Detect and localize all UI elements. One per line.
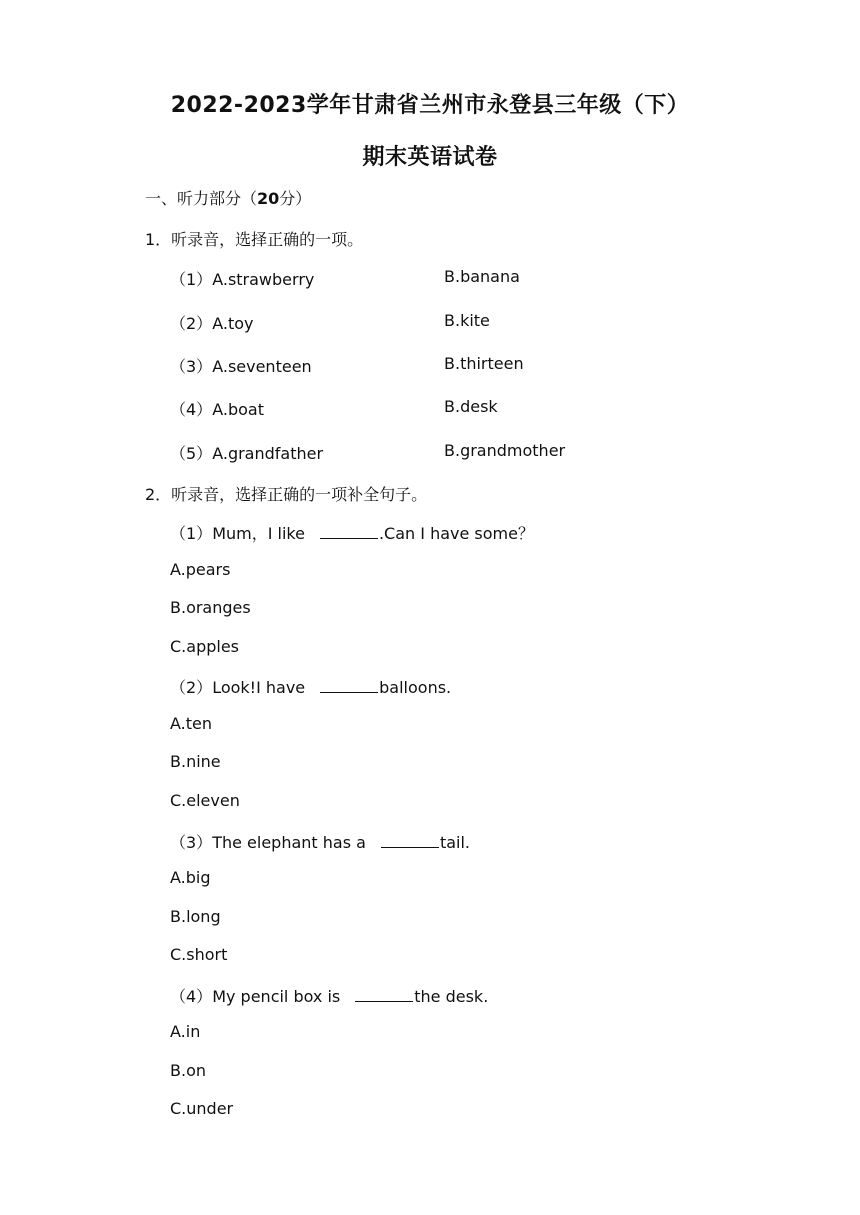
q1-item-1-option-b: B.banana xyxy=(444,267,520,286)
section-score: 20 xyxy=(257,189,280,208)
q2-item-2-sentence xyxy=(170,675,451,698)
item-number: （1） xyxy=(170,524,213,543)
item-number: （1） xyxy=(170,270,213,289)
q2-item-1-option-c: C.apples xyxy=(170,637,239,656)
item-number: （4） xyxy=(170,400,213,419)
answer-blank xyxy=(320,524,378,539)
sentence-before: Look!I have xyxy=(212,678,306,697)
exam-title-line2: 期末英语试卷 xyxy=(362,145,498,170)
option-a: A.grandfather xyxy=(212,444,324,463)
q1-item-3-option-b: B.thirteen xyxy=(444,354,524,373)
q2-item-1-option-a: A.pears xyxy=(170,560,231,579)
q2-item-4-option-c: C.under xyxy=(170,1099,234,1118)
item-number: （5） xyxy=(170,444,213,463)
q2-item-2-option-a: A.ten xyxy=(170,714,213,733)
answer-blank xyxy=(355,987,413,1002)
item-number: （2） xyxy=(170,678,213,697)
q2-item-3-option-b: B.long xyxy=(170,907,221,926)
option-a: A.strawberry xyxy=(212,270,315,289)
sentence-after: .Can I have some？ xyxy=(378,524,534,543)
option-a: A.toy xyxy=(212,314,254,333)
q2-item-3-option-a: A.big xyxy=(170,868,211,887)
item-number: （3） xyxy=(170,357,213,376)
q1-item-3 xyxy=(170,354,312,377)
section-prefix: 一、听力部分（ xyxy=(145,189,258,208)
q1-item-5-option-b: B.grandmother xyxy=(444,441,566,460)
sentence-after: tail. xyxy=(439,833,470,852)
item-number: （4） xyxy=(170,987,213,1006)
answer-blank xyxy=(381,833,439,848)
q2-item-1-option-b: B.oranges xyxy=(170,598,251,617)
q1-item-1 xyxy=(170,267,314,290)
question-1-label: 1．听录音，选择正确的一项。 xyxy=(145,230,364,249)
q1-item-2-option-b: B.kite xyxy=(444,311,490,330)
q2-item-1-sentence xyxy=(170,521,534,544)
section-suffix: 分） xyxy=(279,189,312,208)
exam-title-line1: 2022-2023学年甘肃省兰州市永登县三年级（下） xyxy=(170,93,690,118)
sentence-after: balloons. xyxy=(379,678,452,697)
option-a: A.boat xyxy=(212,400,264,419)
item-number: （3） xyxy=(170,833,213,852)
q2-item-4-sentence xyxy=(170,984,488,1007)
sentence-before: My pencil box is xyxy=(212,987,341,1006)
item-number: （2） xyxy=(170,314,213,333)
q2-item-2-option-c: C.eleven xyxy=(170,791,240,810)
section-heading-listening xyxy=(145,186,311,209)
q1-item-4-option-b: B.desk xyxy=(444,397,498,416)
answer-blank xyxy=(320,678,378,693)
sentence-after: the desk. xyxy=(414,987,489,1006)
sentence-before: Mum，I like xyxy=(212,524,305,543)
q2-item-3-option-c: C.short xyxy=(170,945,228,964)
q1-item-4 xyxy=(170,397,264,420)
question-2-label: 2．听录音，选择正确的一项补全句子。 xyxy=(145,485,428,504)
q2-item-3-sentence xyxy=(170,830,470,853)
q1-item-5 xyxy=(170,441,323,464)
q1-item-2 xyxy=(170,311,253,334)
option-a: A.seventeen xyxy=(212,357,312,376)
q2-item-2-option-b: B.nine xyxy=(170,752,221,771)
q2-item-4-option-b: B.on xyxy=(170,1061,206,1080)
sentence-before: The elephant has a xyxy=(212,833,366,852)
q2-item-4-option-a: A.in xyxy=(170,1022,201,1041)
